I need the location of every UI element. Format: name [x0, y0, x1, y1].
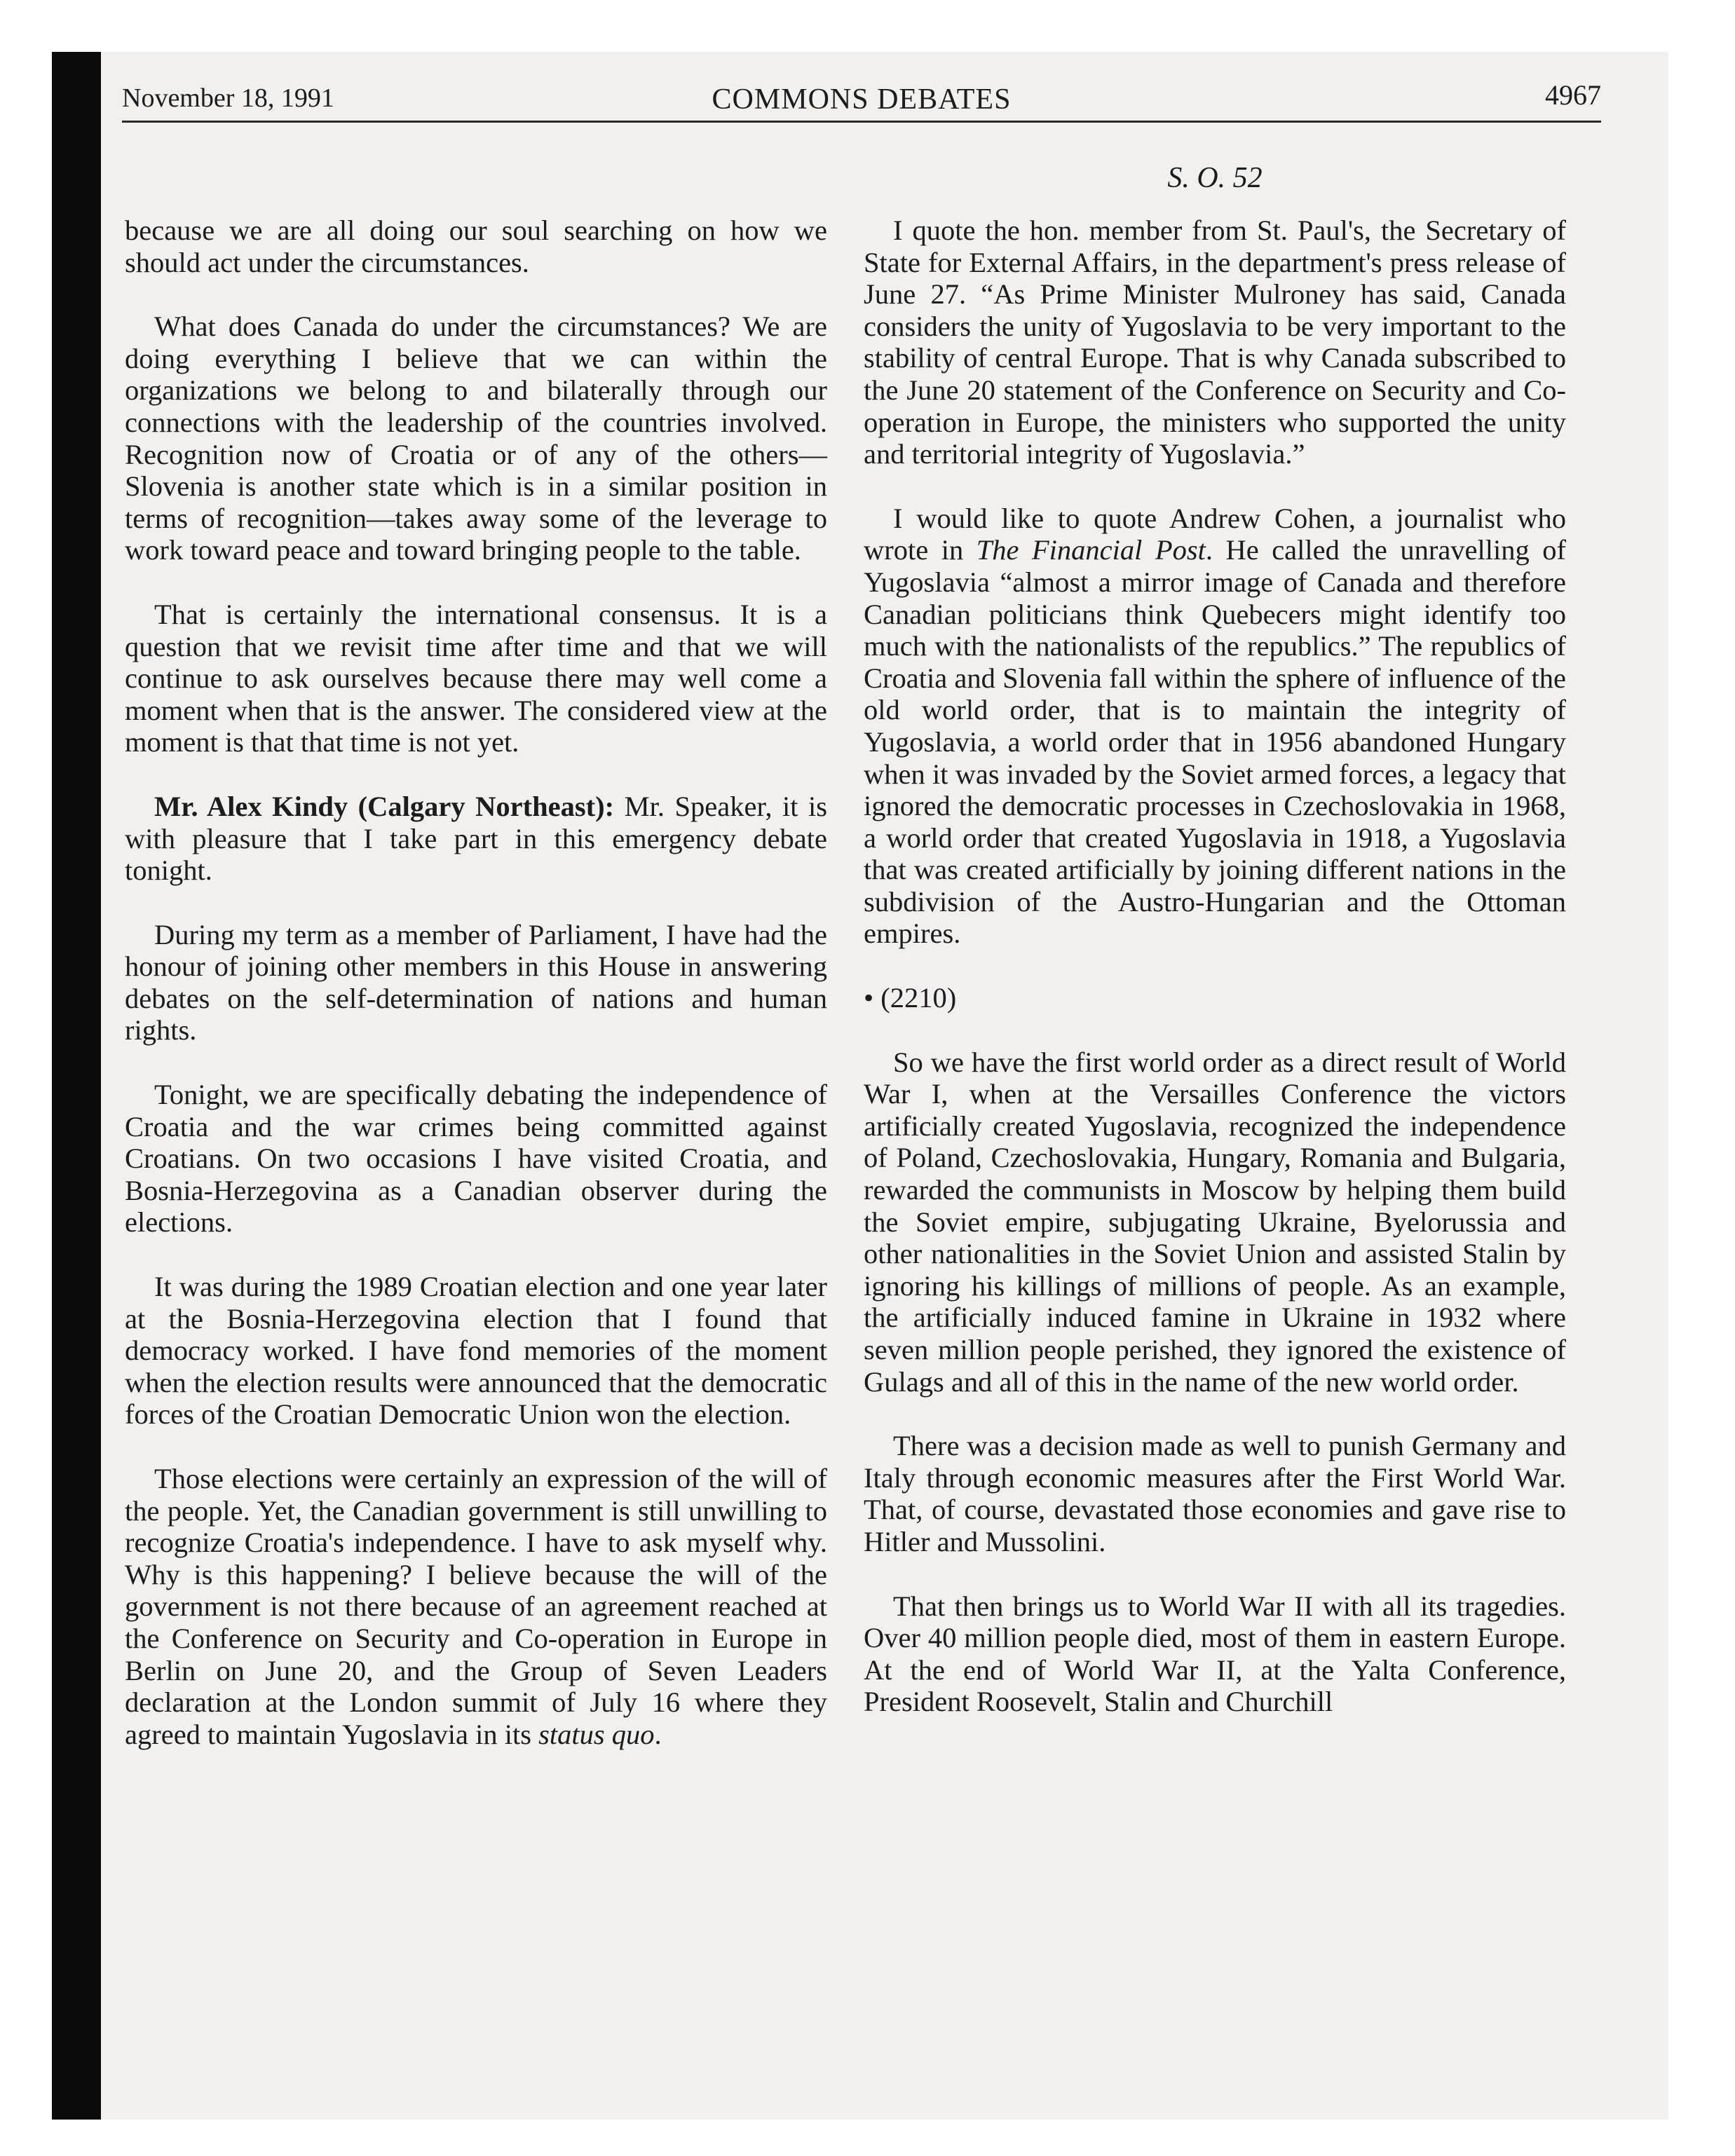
header-rule [122, 121, 1601, 123]
paragraph-text: . He called the unravelling of Yugoslavia “almost a mirror image of Canada and therefore Canadian politicians think Quebecers might identify too much with the nationalists of the republics.” The republics of Croatia and Slovenia fall within the sphere of influence of the old world order, that is to maintain the integrity of Yugoslavia, a world order that in 1956 abandoned Hungary when it was invaded by the Soviet armed forces, a legacy that ignored the democratic processes in Czechoslovakia in 1968, a world order that created Yugoslavia in 1918, a Yugoslavia that was created artificially by joining different nations in the subdivision of the Austro-Hungarian and the Ottoman empires. [864, 534, 1566, 950]
paragraph: So we have the first world order as a direct result of World War I, when at the Versailles Conference the victors artificially created Yugoslavia, recognized the independence of Poland, Czechoslovakia, Hungary, Romania and Bulgaria, rewarded the communists in Moscow by helping them build the Soviet empire, subjugating Ukraine, Byelorussia and other nationalities in the Soviet Union and assisted Stalin by ignoring his killings of millions of people. As an example, the artificially induced famine in Ukraine in 1932 where seven million people perished, they ignored the existence of Gulags and all of this in the name of the new world order. [864, 1046, 1566, 1398]
page-header [122, 79, 1601, 139]
paragraph: It was during the 1989 Croatian election and one year later at the Bosnia-Herzegovina election that I found that democracy worked. I have fond memories of the moment when the election results were announced that the democratic forces of the Croatian Democratic Union won the election. [125, 1271, 827, 1431]
paragraph: Tonight, we are specifically debating the independence of Croatia and the war crimes being committed against Croatians. On two occasions I have visited Croatia, and Bosnia-Herzegovina as a Canadian observer during the elections. [125, 1079, 827, 1239]
page-number: 4967 [1545, 79, 1601, 111]
left-column [125, 214, 827, 1782]
paragraph: That is certainly the international consensus. It is a question that we revisit time after time and that we will continue to ask ourselves because there may well come a moment when that is the answer. The considered view at the moment is that that time is not yet. [125, 598, 827, 758]
paragraph-text: I would like to quote Andrew Cohen, a journalist who wrote in [864, 502, 1566, 566]
section-label: S. O. 52 [1167, 162, 1263, 194]
paragraph-end: . [654, 1718, 662, 1750]
header-title: COMMONS DEBATES [712, 83, 1012, 116]
binding-shadow [52, 52, 101, 2120]
right-column [864, 163, 1566, 1750]
paragraph: because we are all doing our soul searching on how we should act under the circumstances. [125, 214, 827, 278]
paragraph [125, 1463, 827, 1750]
paragraph: That then brings us to World War II with all its tragedies. Over 40 million people died, most of them in eastern Europe. At the end of World War II, at the Yalta Conference, President Roosevelt, Stalin and Churchill [864, 1590, 1566, 1718]
paragraph: What does Canada do under the circumstances? We are doing everything I believe that we can within the organizations we belong to and bilaterally through our connections with the leadership of the countries involved. Recognition now of Croatia or of any of the others—Slovenia is another state which is in a similar position in terms of recognition—takes away some of the leverage to work toward peace and toward bringing people to the table. [125, 311, 827, 566]
header-date: November 18, 1991 [122, 83, 334, 113]
paragraph: I quote the hon. member from St. Paul's, the Secretary of State for External Affairs, in the department's press release of June 27. “As Prime Minister Mulroney has said, Canada considers the unity of Yugoslavia to be very important to the stability of central Europe. That is why Canada subscribed to the June 20 statement of the Conference on Security and Co-operation in Europe, the ministers who supported the unity and territorial integrity of Yugoslavia.” [864, 214, 1566, 470]
speaker-name: Mr. Alex Kindy (Calgary Northeast): [154, 790, 615, 822]
publication-title: The Financial Post [976, 534, 1206, 566]
paragraph [125, 791, 827, 887]
paragraph: During my term as a member of Parliament, I have had the honour of joining other members in this House in answering debates on the self-determination of nations and human rights. [125, 918, 827, 1046]
paragraph: There was a decision made as well to punish Germany and Italy through economic measures after the First World War. That, of course, devastated those economies and gave rise to Hitler and Mussolini. [864, 1430, 1566, 1557]
paragraph-text: Those elections were certainly an expression of the will of the people. Yet, the Canadian government is still unwilling to recognize Croatia's independence. I have to ask myself why. Why is this happening? I believe because the will of the government is not there because of an agreement reached at the Conference on Security and Co-operation in Europe in Berlin on June 20, and the Group of Seven Leaders declaration at the London summit of July 16 where they agreed to maintain Yugoslavia in its [125, 1463, 827, 1750]
paragraph [864, 503, 1566, 950]
speech-text: Mr. Speaker, it is with pleasure that I take part in this emergency debate tonight. [125, 790, 827, 887]
italic-phrase: status quo [538, 1718, 655, 1750]
time-marker: • (2210) [864, 982, 957, 1014]
